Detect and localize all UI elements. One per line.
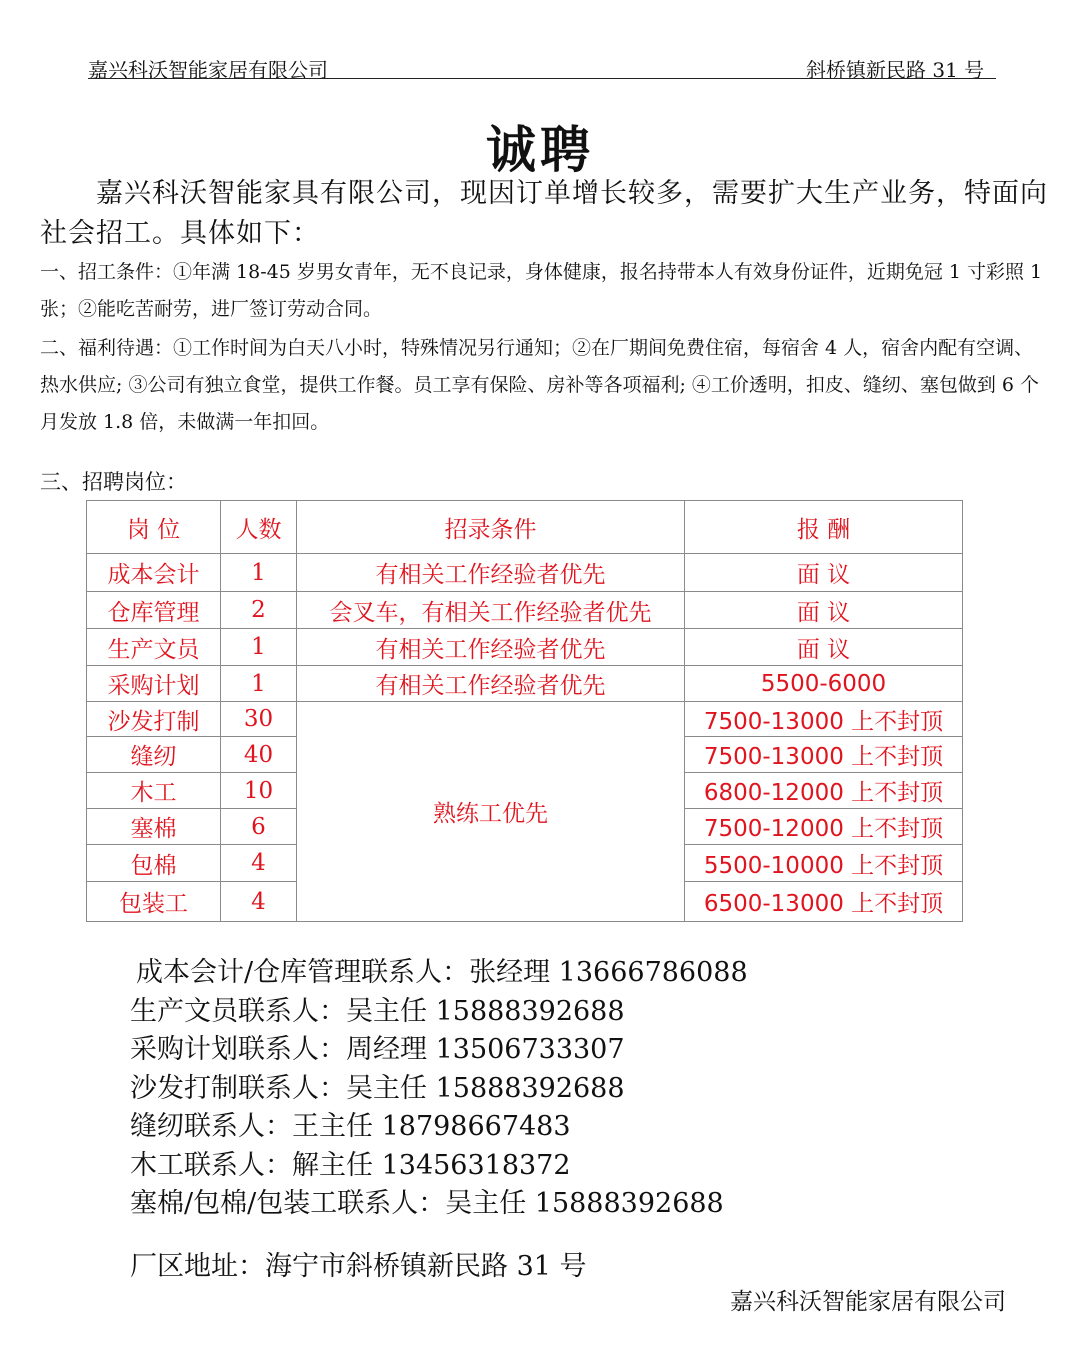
header-requirement: 招录条件: [297, 501, 685, 554]
header-address: 斜桥镇新民路 31 号: [806, 58, 985, 82]
pay-cell: 5500-6000: [685, 666, 963, 702]
position-cell: 采购计划: [87, 666, 221, 702]
table-row: [87, 666, 963, 702]
contact-line: 成本会计/仓库管理联系人：张经理 13666786088: [136, 957, 748, 988]
header-divider: [88, 78, 996, 79]
count-cell: 40: [221, 737, 297, 773]
pay-cell: 5500-10000 上不封顶: [685, 845, 963, 882]
position-cell: 木工: [87, 773, 221, 809]
count-cell: 2: [221, 592, 297, 629]
header-pay: 报 酬: [685, 501, 963, 554]
pay-cell: 面 议: [685, 629, 963, 666]
count-cell: 4: [221, 845, 297, 882]
contact-line: 采购计划联系人：周经理 13506733307: [130, 1034, 625, 1065]
position-cell: 包装工: [87, 882, 221, 922]
count-cell: 4: [221, 882, 297, 922]
table-header-row: [87, 501, 963, 554]
intro-paragraph: 嘉兴科沃智能家具有限公司，现因订单增长较多，需要扩大生产业务，特面向社会招工。具体如下：: [40, 178, 1048, 249]
factory-address: 厂区地址：海宁市斜桥镇新民路 31 号: [130, 1251, 587, 1282]
pay-cell: 7500-12000 上不封顶: [685, 809, 963, 845]
positions-table: [86, 500, 963, 922]
requirement-cell: 有相关工作经验者优先: [297, 629, 685, 666]
merged-requirement-cell: 熟练工优先: [297, 702, 685, 922]
header-position: 岗 位: [87, 501, 221, 554]
conditions-paragraph: 一、招工条件：①年满 18-45 岁男女青年，无不良记录，身体健康，报名持带本人有效身份证件，近期免冠 1 寸彩照 1 张；②能吃苦耐劳，进厂签订劳动合同。: [40, 261, 1043, 320]
pay-cell: 7500-13000 上不封顶: [685, 737, 963, 773]
pay-cell: 6800-12000 上不封顶: [685, 773, 963, 809]
position-cell: 成本会计: [87, 554, 221, 592]
page-title: 诚聘: [486, 120, 594, 179]
position-cell: 缝纫: [87, 737, 221, 773]
pay-cell: 6500-13000 上不封顶: [685, 882, 963, 922]
position-cell: 仓库管理: [87, 592, 221, 629]
header-company: 嘉兴科沃智能家居有限公司: [88, 58, 328, 82]
count-cell: 1: [221, 554, 297, 592]
requirement-cell: 有相关工作经验者优先: [297, 666, 685, 702]
pay-cell: 7500-13000 上不封顶: [685, 702, 963, 737]
contact-line: 生产文员联系人：吴主任 15888392688: [130, 995, 625, 1027]
contact-line: 塞棉/包棉/包装工联系人：吴主任 15888392688: [130, 1188, 724, 1219]
pay-cell: 面 议: [685, 592, 963, 629]
pay-cell: 面 议: [685, 554, 963, 592]
contact-line: 沙发打制联系人：吴主任 15888392688: [130, 1072, 625, 1104]
footer-company: 嘉兴科沃智能家居有限公司: [730, 1289, 1006, 1315]
requirement-cell: 有相关工作经验者优先: [297, 554, 685, 592]
contacts-list: [130, 954, 748, 1224]
contact-line: 木工联系人：解主任 13456318372: [130, 1149, 571, 1181]
header-count: 人数: [221, 501, 297, 554]
count-cell: 6: [221, 809, 297, 845]
position-cell: 生产文员: [87, 629, 221, 666]
table-row: [87, 592, 963, 629]
benefits-paragraph: 二、福利待遇：①工作时间为白天八小时，特殊情况另行通知；②在厂期间免费住宿，每宿舍 4 人，宿舍内配有空调、热水供应; ③公司有独立食堂，提供工作餐。员工享有保险、房补等各项福利; ④工价透明，扣皮、缝纫、塞包做到 6 个月发放 1.8 倍，未做满一年扣回。: [40, 337, 1040, 433]
position-cell: 包棉: [87, 845, 221, 882]
table-row: [87, 629, 963, 666]
count-cell: 1: [221, 666, 297, 702]
count-cell: 10: [221, 773, 297, 809]
count-cell: 1: [221, 629, 297, 666]
requirement-cell: 会叉车，有相关工作经验者优先: [297, 592, 685, 629]
contact-line: 缝纫联系人：王主任 18798667483: [130, 1111, 571, 1142]
position-cell: 塞棉: [87, 809, 221, 845]
position-cell: 沙发打制: [87, 702, 221, 737]
count-cell: 30: [221, 702, 297, 737]
table-row: [87, 702, 963, 737]
table-row: [87, 554, 963, 592]
positions-heading: 三、招聘岗位：: [40, 470, 187, 494]
